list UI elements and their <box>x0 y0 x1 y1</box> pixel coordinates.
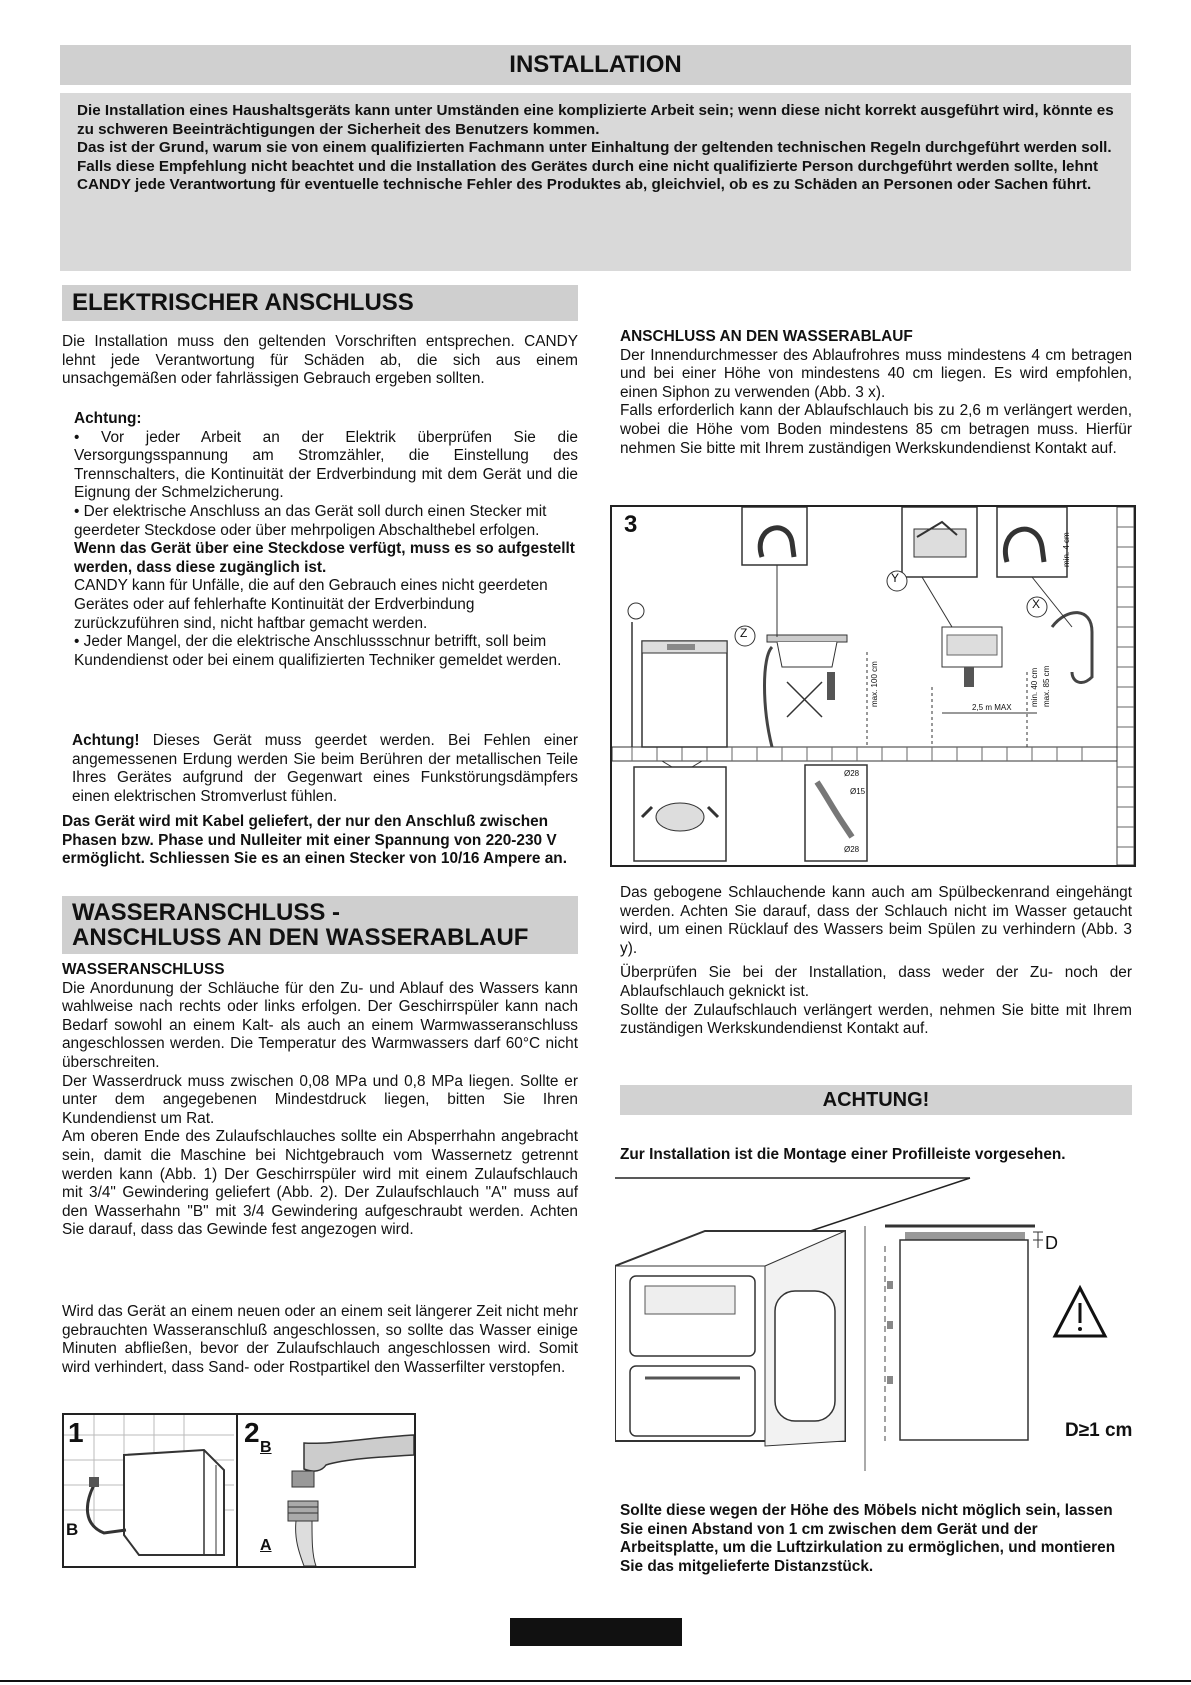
figure-2-label-a: A <box>260 1537 272 1554</box>
electric-bold-note: Wenn das Gerät über eine Steckdose verfügt, muss es so aufgestellt werden, dass diese zugänglich ist. <box>74 540 575 576</box>
water-heading-line-1: WASSERANSCHLUSS - <box>72 899 341 926</box>
figure-3-d28-bottom: Ø28 <box>844 845 860 854</box>
figure-3-label-z: Z <box>740 626 748 640</box>
intro-box <box>60 93 1131 271</box>
attention-line: Zur Installation ist die Montage einer Profilleiste vorgesehen. <box>620 1146 1066 1163</box>
electric-bullet-2: • Der elektrische Anschluss an das Gerät soll durch einen Stecker mit geerdeter Steckdose oder über mehrpoligen Abschalthebel erfolgen. <box>74 502 547 539</box>
electric-candy-note: CANDY kann für Unfälle, die auf den Gebrauch eines nicht geerdeten Gerätes oder auf fehlerhafte Kontinuität der Erdverbindung zurückzuführen sind, nicht haftbar gemacht werden. <box>74 577 548 632</box>
water-heading <box>62 896 578 954</box>
achtung2-label: Achtung! <box>72 732 140 749</box>
drain-heading: ANSCHLUSS AN DEN WASSERABLAUF <box>620 328 913 345</box>
attention-bottom-text: Sollte diese wegen der Höhe des Möbels nicht möglich sein, lassen Sie einen Abstand von 1 cm zwischen dem Gerät und der Arbeitsplatte, um die Luftzirkulation zu ermöglichen, und montieren Sie das mitgelieferte Distanzstück. <box>620 1502 1116 1575</box>
electric-cable-note: Das Gerät wird mit Kabel geliefert, der nur den Anschluß zwischen Phasen bzw. Phase und Nulleiter mit einer Spannung von 220-230 V ermöglicht. Schliessen Sie es an einen Stecker von 10/16 Ampere an. <box>62 813 567 868</box>
electric-bullet-3: • Jeder Mangel, der die elektrische Anschlussschnur betrifft, soll beim Kundendienst oder bei einem qualifizierten Techniker gemeldet werden. <box>74 633 562 669</box>
figure-1-number: 1 <box>68 1417 84 1448</box>
electric-heading: ELEKTRISCHER ANSCHLUSS <box>62 285 578 321</box>
water-body <box>62 961 578 1240</box>
intro-paragraph-2: Das ist der Grund, warum sie von einem qualifizierten Fachmann unter Einhaltung der geltenden technischen Regeln durchgeführt werden soll. <box>77 139 1112 157</box>
figure-3-number: 3 <box>624 511 638 538</box>
drain-paragraph-1: Der Innendurchmesser des Ablaufrohres muss mindestens 4 cm betragen und bei einer Höhe von mindestens 40 cm liegen. Es wird empfohlen, einen Siphon zu verwenden (Abb. 3 x). <box>620 346 1132 401</box>
water-heading-line-2: ANSCHLUSS AN DEN WASSERABLAUF <box>72 924 529 951</box>
electric-bullet-1: • Vor jeder Arbeit an der Elektrik überprüfen Sie die Versorgungsspannung am Stromzähler, die Einstellung des Trennschalters, die Kontinuität der Erdverbindung mit dem Gerät und die Eignung der Schmelzicherung. <box>74 428 578 502</box>
electric-paragraph: Die Installation muss den geltenden Vorschriften entsprechen. CANDY lehnt jede Verantwortung für Schäden ab, die sich aus einem unsachgemäßen oder fahrlässigen Gebrauch ergeben sollten. <box>62 333 578 388</box>
water-paragraph-3: Am oberen Ende des Zulaufschlauches sollte ein Absperrhahn angebracht sein, damit die Maschine bei Nichtgebrauch vom Wassernetz getrennt werden kann (Abb. 1) Der Geschirrspüler wird mit einem Zulaufschlauch mit 3/4" Gewindering geliefert (Abb. 2). Der Zulaufschlauch "A" muss auf den Wasserhahn "B" mit 3/4 Gewindering aufgeschraubt werden. Achten Sie darauf, dass das Gewinde fest angezogen wird. <box>62 1128 578 1239</box>
figure-3-label-x: X <box>1032 597 1041 611</box>
drain-after-figure <box>620 884 1132 1039</box>
page-title: INSTALLATION <box>60 45 1131 85</box>
distance-rule: D≥1 cm <box>1065 1420 1133 1441</box>
figure-2-label-b: B <box>260 1439 272 1456</box>
figure-3-d15: Ø15 <box>850 787 866 796</box>
figure-3-max25: 2,5 m MAX <box>972 703 1012 712</box>
figure-3-max100: max. 100 cm <box>870 661 879 707</box>
drain-paragraph-3: Das gebogene Schlauchende kann auch am Spülbeckenrand eingehängt werden. Achten Sie darauf, dass der Schlauch nicht im Wasser getaucht wird, um einen Rücklauf des Wassers beim Spülen zu verhindern (Abb. 3 y). <box>620 884 1132 957</box>
intro-paragraph-1: Die Installation eines Haushaltsgeräts kann unter Umständen eine komplizierte Arbeit sein; wenn diese nicht korrekt ausgeführt wird, könnte es zu schweren Beeinträchtigungen der Sicherheit des Benutzers kommen. <box>77 102 1114 138</box>
figure-1-2 <box>62 1413 416 1568</box>
electric-achtung-2 <box>72 732 578 806</box>
page-number-bar <box>510 1618 682 1646</box>
water-paragraph-1: Die Anordunung der Schläuche für den Zu- und Ablauf des Wassers kann wahlweise nach rechts oder links erfolgen. Der Geschirrspüler kann nach Bedarf sowohl an einem Kalt- als auch an einem Warmwasseranschluss angeschlossen werden. Die Temperatur des Warmwassers darf 60°C nicht überschreiten. <box>62 979 578 1071</box>
figure-3-min40: min. 40 cm <box>1030 667 1039 707</box>
distance-label-d: D <box>1045 1233 1058 1253</box>
achtung2-text: Dieses Gerät muss geerdet werden. Bei Fehlen einer angemessenen Erdung werden Sie beim Berühren der metallischen Teile Ihres Gerätes aufgrund der Gegenwart eines Funkstörungsdämpfers einen elektrischen Stromverlust fühlen. <box>72 732 578 805</box>
water-inlet-illustration <box>64 1415 414 1566</box>
figure-3-min4: min. 4 cm <box>1062 532 1071 567</box>
figure-2-number: 2 <box>244 1417 260 1448</box>
bottom-divider <box>0 1680 1191 1682</box>
drain-paragraph-5: Sollte der Zulaufschlauch verlängert werden, nehmen Sie bitte mit Ihrem zuständigen Werkskundendienst Kontakt auf. <box>620 1001 1132 1038</box>
water-paragraph-2: Der Wasserdruck muss zwischen 0,08 MPa und 0,8 MPa liegen. Sollte er unter dem angegebenen Mindestdruck liegen, bitten Sie Ihren Kundendienst um Rat. <box>62 1072 578 1127</box>
electric-intro <box>62 333 578 389</box>
electric-achtung-block <box>74 410 578 670</box>
profile-strip-illustration <box>615 1176 1135 1476</box>
intro-paragraph-3: Falls diese Empfehlung nicht beachtet und die Installation des Gerätes durch eine nicht qualifizierte Person durchgeführt werden sollte, lehnt CANDY jede Verantwortung für eventuelle technische Fehler des Produktes ab, gleichviel, ob es zu Schäden an Personen oder Sachen führt. <box>77 157 1099 194</box>
figure-3-max85: max. 85 cm <box>1042 665 1051 707</box>
drain-paragraph-2: Falls erforderlich kann der Ablaufschlauch bis zu 2,6 m verlängert werden, wobei die Höhe vom Boden mindestens 85 cm betragen muss. Hierfür nehmen Sie bitte mit Ihrem zuständigen Werkskundendienst Kontakt auf. <box>620 402 1132 457</box>
figure-3 <box>610 505 1136 867</box>
drain-paragraph-4: Überprüfen Sie bei der Installation, dass weder der Zu- noch der Ablaufschlauch geknickt ist. <box>620 964 1132 1000</box>
attention-illustration <box>615 1176 1135 1476</box>
water-paragraph-4: Wird das Gerät an einem neuen oder an einem seit längerer Zeit nicht mehr gebrauchten Wasseranschluß angeschlossen, so sollte das Wasser einige Minuten abfließen, bevor der Zulaufschlauch angeschlossen wird. Somit wird verhindert, dass Sand- oder Rostpartikel den Wasserfilter verstopfen. <box>62 1303 578 1376</box>
achtung-label: Achtung: <box>74 410 142 427</box>
attention-heading: ACHTUNG! <box>620 1085 1132 1115</box>
figure-3-label-y: Y <box>891 571 900 585</box>
figure-1-label-b: B <box>66 1520 79 1539</box>
figure-3-d28-top: Ø28 <box>844 769 860 778</box>
drain-section <box>620 328 1132 458</box>
water-subheading: WASSERANSCHLUSS <box>62 961 225 978</box>
